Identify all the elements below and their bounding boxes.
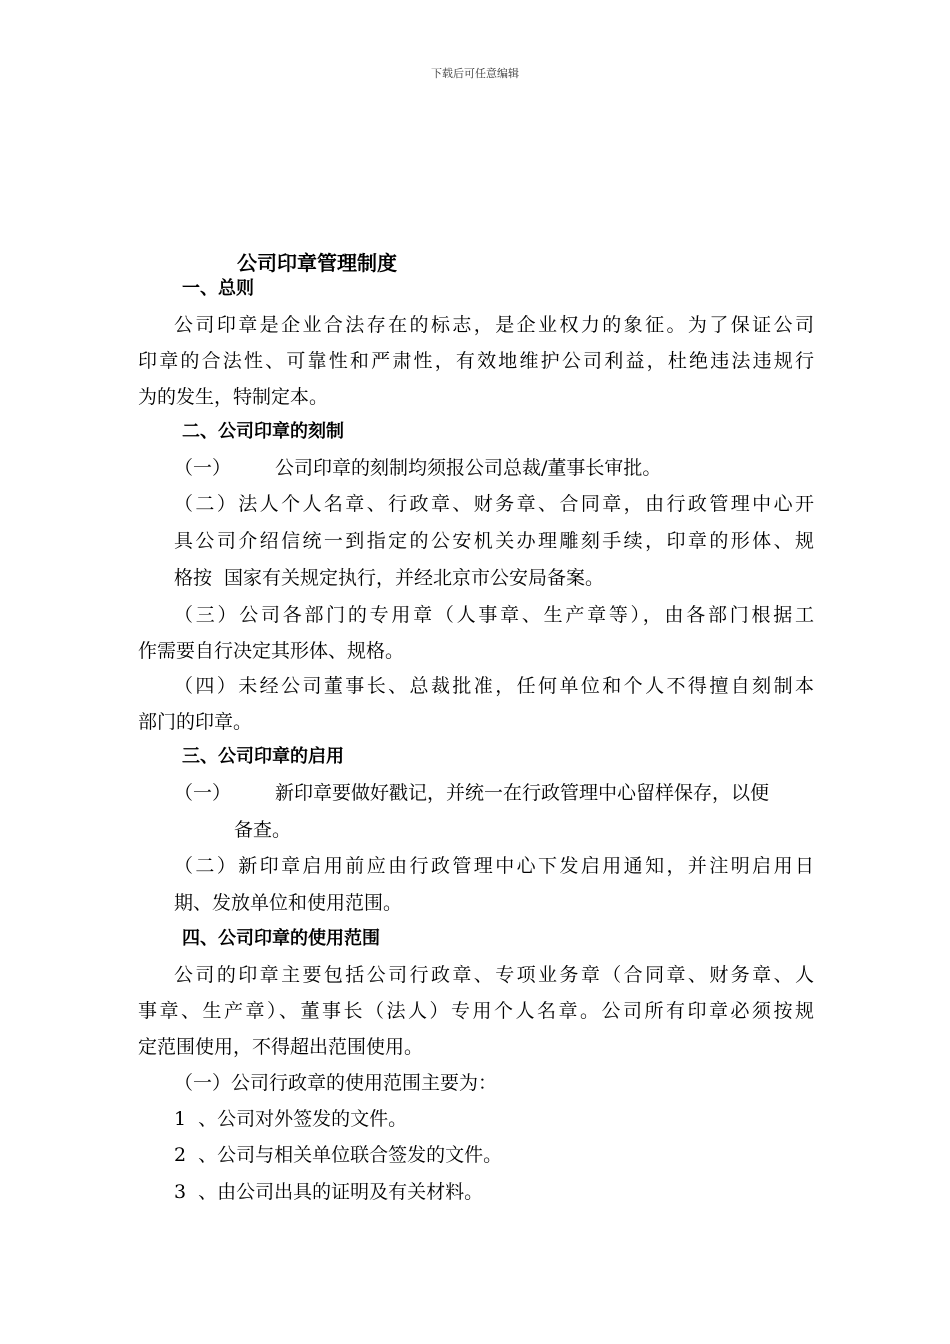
section-2-item-4-line-2: 部门的印章。	[138, 711, 253, 733]
section-3-item-1-line-2: 备查。	[234, 819, 292, 841]
header-note: 下载后可任意编辑	[431, 67, 519, 80]
section-1-paragraph-line-1: 公司印章是企业合法存在的标志，是企业权力的象征。为了保证公司	[174, 314, 814, 336]
section-3-heading: 三、公司印章的启用	[182, 746, 344, 767]
list-item-text: 、公司与相关单位联合签发的文件。	[198, 1144, 503, 1166]
section-1-paragraph-line-2: 印章的合法性、可靠性和严肃性，有效地维护公司利益，杜绝违法违规行	[138, 350, 814, 372]
list-item-text: 、公司对外签发的文件。	[198, 1108, 408, 1130]
section-3-item-2-line-2: 期、发放单位和使用范围。	[174, 892, 403, 914]
list-item-number: 1	[174, 1108, 187, 1130]
section-2-item-1-text: 公司印章的刻制均须报公司总裁/董事长审批。	[275, 457, 662, 479]
section-4-paragraph-line-2: 事章、生产章）、董事长（法人）专用个人名章。公司所有印章必须按规	[138, 1000, 814, 1022]
section-1-paragraph-line-3: 为的发生，特制定本。	[138, 386, 329, 408]
list-item-number: 3	[174, 1181, 187, 1203]
section-2-item-2-line-3-end: 国家有关规定执行，并经北京市公安局备案。	[224, 567, 605, 589]
section-1-heading: 一、总则	[182, 278, 254, 299]
section-3-item-1-text: 新印章要做好戳记，并统一在行政管理中心留样保存，以便	[275, 782, 770, 804]
section-4-subheading-1: （一）公司行政章的使用范围主要为：	[174, 1072, 498, 1094]
section-2-item-3-line-1: （三）公司各部门的专用章（人事章、生产章等），由各部门根据工	[174, 604, 814, 626]
section-2-item-1-label: （一）	[174, 457, 232, 479]
section-4-heading: 四、公司印章的使用范围	[182, 928, 380, 949]
section-2-item-2-line-3-start: 格按	[174, 567, 213, 589]
document-title: 公司印章管理制度	[237, 251, 397, 275]
section-4-list-item-2	[174, 1142, 502, 1168]
section-4-list-item-3	[174, 1179, 483, 1205]
list-item-text: 、由公司出具的证明及有关材料。	[198, 1181, 484, 1203]
section-2-item-2-line-2: 具公司介绍信统一到指定的公安机关办理雕刻手续，印章的形体、规	[174, 530, 814, 552]
section-4-list-item-1	[174, 1106, 407, 1132]
list-item-number: 2	[174, 1144, 187, 1166]
section-3-item-1-line-1	[174, 780, 769, 806]
section-2-item-4-line-1: （四）未经公司董事长、总裁批准，任何单位和个人不得擅自刻制本	[174, 675, 814, 697]
section-2-item-2-line-3	[174, 565, 604, 591]
section-2-item-3-line-2: 作需要自行决定其形体、规格。	[138, 640, 405, 662]
section-2-heading: 二、公司印章的刻制	[182, 421, 344, 442]
section-3-item-1-label: （一）	[174, 782, 232, 804]
section-3-item-2-line-1: （二）新印章启用前应由行政管理中心下发启用通知，并注明启用日	[174, 855, 814, 877]
section-4-paragraph-line-1: 公司的印章主要包括公司行政章、专项业务章（合同章、财务章、人	[174, 964, 814, 986]
section-4-paragraph-line-3: 定范围使用，不得超出范围使用。	[138, 1036, 424, 1058]
section-2-item-1	[174, 455, 661, 481]
section-2-item-2-line-1: （二）法人个人名章、行政章、财务章、合同章，由行政管理中心开	[174, 493, 814, 515]
